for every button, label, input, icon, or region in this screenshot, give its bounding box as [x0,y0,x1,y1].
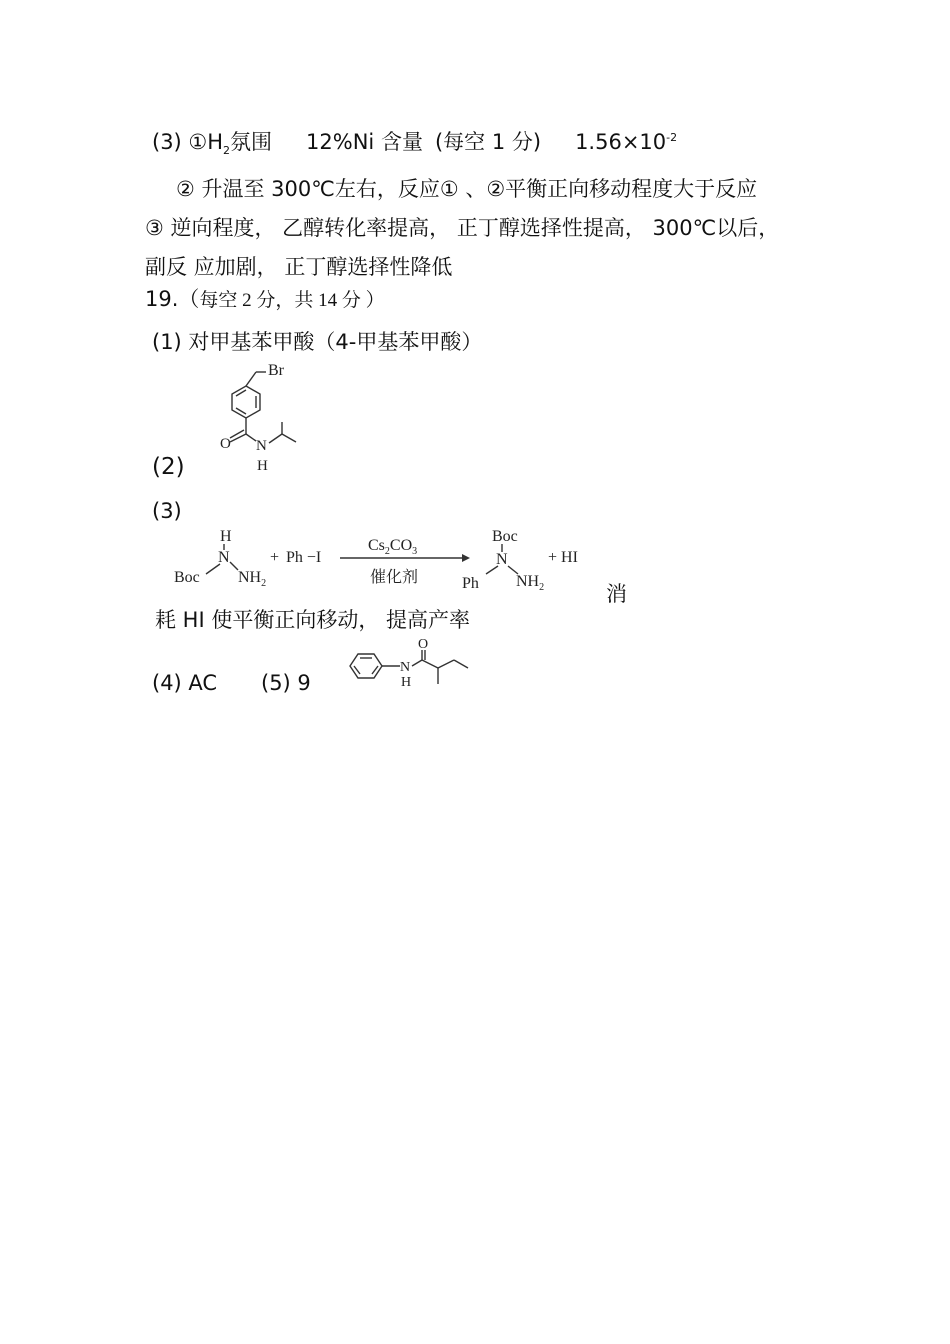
score-note: (每空 1 分) [434,130,542,154]
ch2-bond [246,372,256,386]
q19-answer-2-label: (2) [152,454,185,480]
n-label: N [256,438,267,454]
reactant-n1: N [218,549,230,566]
q19-answer-1: (1) 对甲基苯甲酸（4-甲基苯甲酸） [152,330,483,354]
h2-text: $H_2$氛围 [207,130,273,158]
structure-phenyl-amide [346,636,476,696]
o-label: O [418,637,429,652]
h-label: H [401,675,412,690]
product-n1: N [496,551,508,568]
br-label: Br [268,362,284,379]
reactant-boc: Boc [174,569,200,586]
q19-answer-3-tail-2: 耗 HI 使平衡正向移动， 提高产率 [155,608,471,632]
product-ph: Ph [462,575,479,592]
ni-content: 12%Ni 含量 [306,130,423,154]
q18-3-part2-line1: ② 升温至 300℃左右，反应① 、②平衡正向移动程度大于反应 [176,177,758,201]
o-label: O [220,436,231,452]
product-boc: Boc [492,528,518,545]
h-label: H [257,458,268,474]
reactant-h: H [220,528,232,545]
q19-answer-5: (5) 9 [261,671,311,695]
reaction-scheme [172,526,612,596]
structure-bromomethyl-benzamide [210,358,330,478]
arrow-head [462,554,470,562]
k-value: $1.56\times 10^{-2}$ [575,130,678,154]
catalyst-label: 催化剂 [370,567,419,586]
catalyst-base: $Cs_2CO_3$ [368,537,418,557]
q18-3-line1 [152,128,677,156]
product-nh2: $NH_2$ [516,573,545,593]
phenyl-iodide: Ph −I [286,549,322,566]
q19-header: 19.（每空 2 分，共 14 分 ） [145,287,385,311]
plus-1: + [270,549,280,566]
n-label: N [400,660,411,675]
q18-3-part2-line2: ③ 逆向程度， 乙醇转化率提高， 正丁醇选择性提高， 300℃以后， [145,216,780,240]
q19-answer-3-label: (3) [152,499,182,523]
q19-answer-4: (4) AC [152,671,218,695]
reactant-nh2: $NH_2$ [238,569,267,589]
q19-answer-3-tail-1: 消 [606,582,627,606]
plus-hi: + HI [548,549,578,566]
q18-3-part2-line3: 副反 应加剧， 正丁醇选择性降低 [145,255,453,279]
q18-3-prefix: (3) ① [152,130,208,154]
